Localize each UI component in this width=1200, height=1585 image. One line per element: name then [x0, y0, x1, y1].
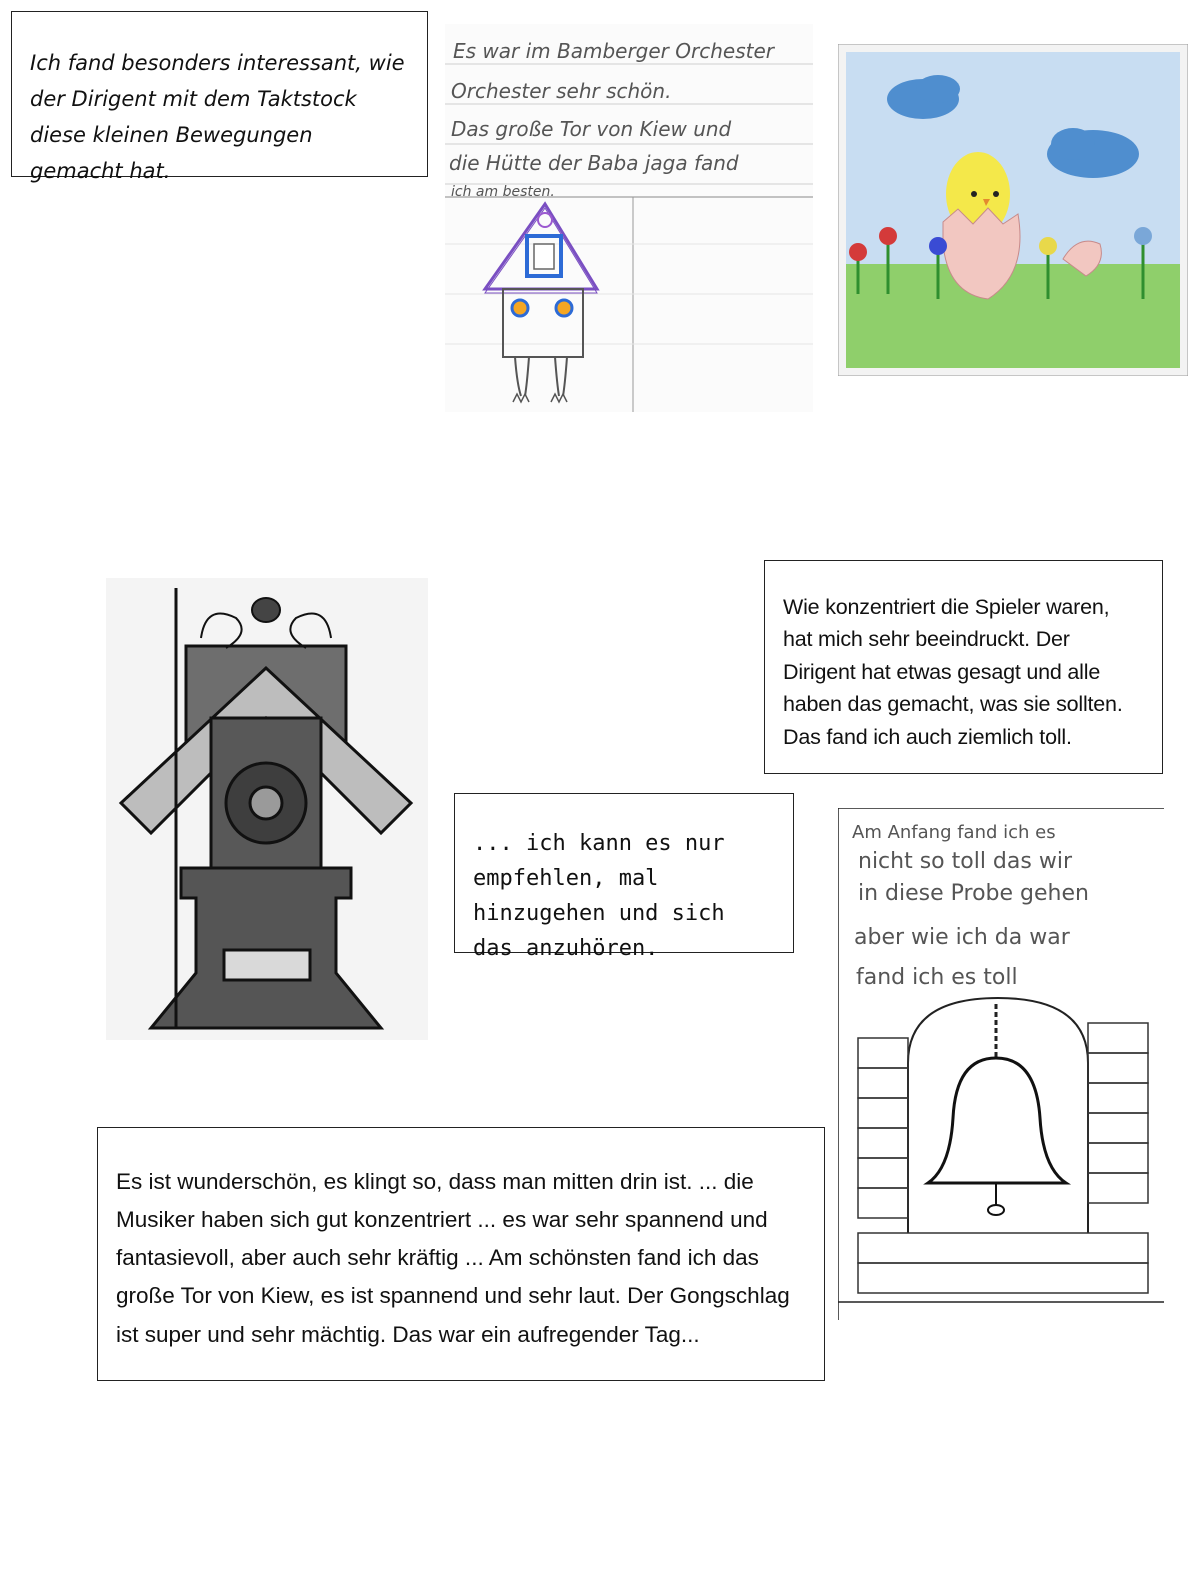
quote-box-review — [97, 1127, 825, 1381]
quote-box-recommend — [454, 793, 794, 961]
hut-note-line-5: ich am besten. — [451, 184, 555, 200]
quote-box-players — [764, 560, 1163, 774]
bell-note-line-1: Am Anfang fand ich es — [852, 822, 1056, 843]
bell-note-line-2: nicht so toll das wir — [858, 849, 1072, 874]
quote-text: ... ich kann es nur empfehlen, mal hinzugehen und sich das anzuhören. — [473, 831, 725, 961]
quote-text: Es ist wunderschön, es klingt so, dass man mitten drin ist. ... die Musiker haben sich gut konzentriert ... es war sehr spannend und fantasievoll, aber auch sehr kräftig ... Am schönsten fand ich das große Tor von Kiew, es ist spannend und sehr laut. Der Gongschlag ist super und sehr mächtig. Das war ein aufregender Tag... — [116, 1168, 790, 1347]
quote-box-conductor — [11, 11, 428, 183]
hut-drawing — [445, 24, 813, 412]
hut-note-line-3: Das große Tor von Kiew und — [451, 117, 732, 141]
hut-note-line-1: Es war im Bamberger Orchester — [453, 39, 774, 63]
bell-drawing — [838, 808, 1164, 1320]
hut-note-line-2: Orchester sehr schön. — [451, 79, 672, 103]
gate-drawing — [106, 578, 428, 1040]
quote-text: Ich fand besonders interessant, wie der Dirigent mit dem Taktstock diese kleinen Bewegungen gemacht hat. — [30, 51, 405, 183]
quote-text: Wie konzentriert die Spieler waren, hat mich sehr beeindruckt. Der Dirigent hat etwas gesagt und alle haben das gemacht, was sie sollten. Das fand ich auch ziemlich toll. — [783, 594, 1123, 749]
bell-note-line-3: in diese Probe gehen — [858, 881, 1089, 906]
chick-drawing — [838, 44, 1188, 376]
bell-note-line-4: aber wie ich da war — [854, 925, 1070, 950]
bell-note-line-5: fand ich es toll — [856, 965, 1018, 990]
hut-note-line-4: die Hütte der Baba jaga fand — [449, 151, 739, 175]
